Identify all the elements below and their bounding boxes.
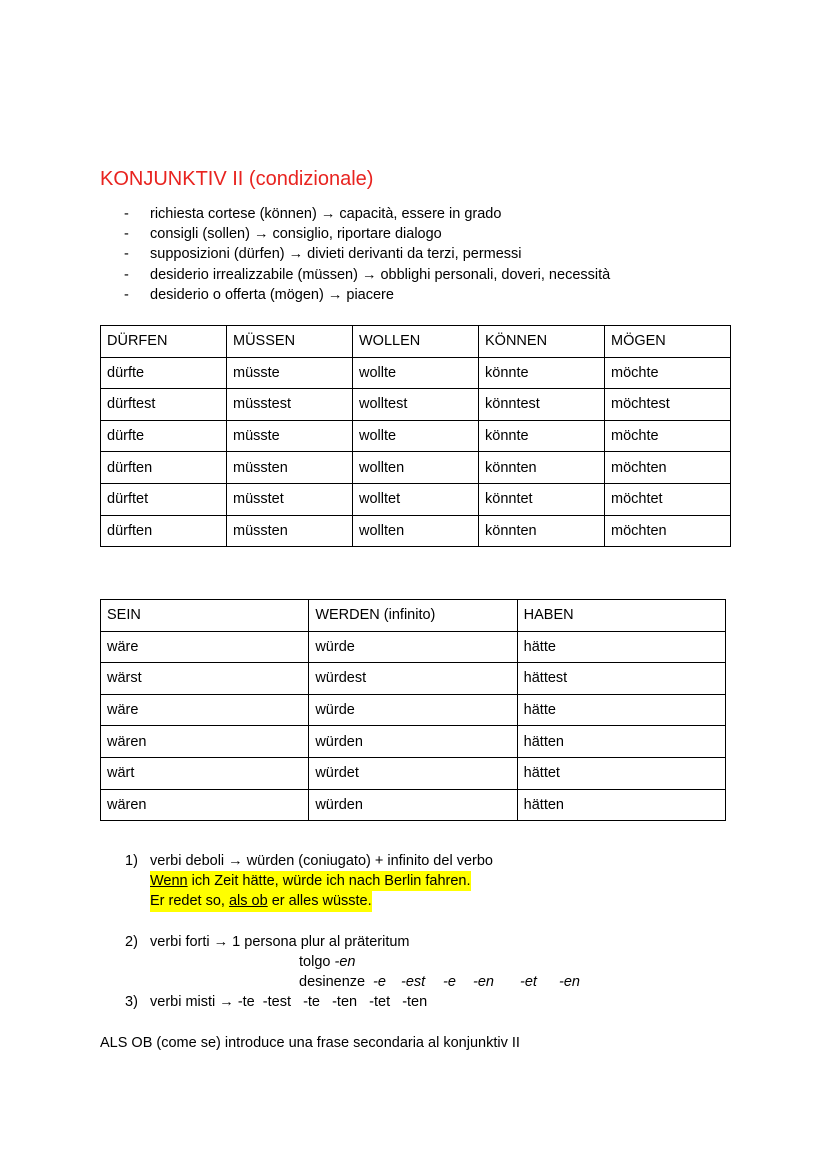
table-cell: möchte	[605, 357, 731, 389]
rule-2-tolgo	[100, 952, 740, 972]
table-row	[101, 694, 726, 726]
table-header-cell: HABEN	[517, 600, 725, 632]
table-cell: möchten	[605, 452, 731, 484]
auxiliary-verbs-table	[100, 599, 726, 821]
table-cell: wäre	[101, 631, 309, 663]
ending: -est	[401, 974, 426, 991]
highlighted-example	[150, 891, 372, 911]
table-cell: hättet	[517, 757, 725, 789]
table-cell: würdet	[309, 757, 517, 789]
table-cell: müsstet	[227, 483, 353, 515]
example-text: ich Zeit hätte, würde ich nach Berlin fahren.	[187, 873, 471, 890]
rules-list	[100, 851, 740, 1013]
table-cell: müssten	[227, 452, 353, 484]
table-cell: dürfte	[101, 357, 227, 389]
table-row	[101, 357, 731, 389]
tolgo-line	[299, 952, 355, 972]
table-cell: würdest	[309, 663, 517, 695]
table-cell: müsste	[227, 420, 353, 452]
rule-text: verbi misti → -te -test -te -ten -tet -ten	[150, 994, 428, 1011]
list-item	[100, 265, 610, 285]
bullet-text: richiesta cortese (können) → capacità, essere in grado	[150, 206, 502, 222]
tolgo-ending: -en	[334, 953, 356, 970]
bullet-dash: -	[124, 246, 129, 263]
tolgo-label: tolgo	[299, 953, 335, 970]
modal-verbs-table	[100, 325, 731, 547]
table-cell: wollten	[353, 452, 479, 484]
table-header-cell: WERDEN (infinito)	[309, 600, 517, 632]
rule-number: 3)	[125, 994, 138, 1011]
ending: -e	[373, 974, 386, 991]
rule-1	[100, 851, 740, 871]
table-cell: müsstest	[227, 389, 353, 421]
bullet-dash: -	[124, 226, 129, 243]
rule-text: verbi forti → 1 persona plur al präteritum	[150, 933, 410, 950]
table-header-cell: DÜRFEN	[101, 326, 227, 358]
table-cell: würden	[309, 726, 517, 758]
table-cell: hättest	[517, 663, 725, 695]
table-row	[101, 789, 726, 821]
rule-number: 1)	[125, 853, 138, 869]
table-cell: dürftet	[101, 483, 227, 515]
table-cell: könnten	[479, 452, 605, 484]
table-cell: möchten	[605, 515, 731, 547]
table-row	[101, 726, 726, 758]
table-cell: wollte	[353, 357, 479, 389]
list-item	[100, 285, 610, 305]
bullet-text: supposizioni (dürfen) → divieti derivanti da terzi, permessi	[150, 246, 522, 263]
ending: -en	[473, 974, 494, 991]
table-cell: dürften	[101, 452, 227, 484]
table-cell: würden	[309, 789, 517, 821]
table-cell: wären	[101, 726, 309, 758]
table-header-row	[101, 326, 731, 358]
table-header-cell: WOLLEN	[353, 326, 479, 358]
highlighted-example	[150, 871, 471, 891]
table-row	[101, 420, 731, 452]
table-header-cell: SEIN	[101, 600, 309, 632]
table-cell: dürftest	[101, 389, 227, 421]
table-cell: könntet	[479, 483, 605, 515]
example-1	[100, 871, 740, 891]
page-title: KONJUNKTIV II (condizionale)	[100, 168, 374, 190]
table-cell: könnten	[479, 515, 605, 547]
table-row	[101, 631, 726, 663]
table-cell: dürfte	[101, 420, 227, 452]
bullet-dash: -	[124, 286, 129, 303]
table-cell: wären	[101, 789, 309, 821]
bullet-text: desiderio irrealizzabile (müssen) → obblighi personali, doveri, necessità	[150, 266, 611, 283]
example-keyword-als-ob: als ob	[228, 893, 268, 910]
table-cell: möchtest	[605, 389, 731, 421]
table-header-cell: MÜSSEN	[227, 326, 353, 358]
table-cell: hätten	[517, 726, 725, 758]
table-row	[101, 389, 731, 421]
bullet-dash: -	[124, 266, 129, 283]
table-header-row	[101, 600, 726, 632]
final-note: ALS OB (come se) introduce una frase secondaria al konjunktiv II	[100, 1035, 520, 1051]
table-header-cell: KÖNNEN	[479, 326, 605, 358]
rule-2-desinenze	[100, 972, 740, 992]
ending: -en	[559, 974, 580, 991]
rule-number: 2)	[125, 933, 138, 950]
table-cell: müssten	[227, 515, 353, 547]
table-cell: müsste	[227, 357, 353, 389]
bullet-text: consigli (sollen) → consiglio, riportare dialogo	[150, 226, 442, 243]
table-cell: hätte	[517, 694, 725, 726]
example-text: Er redet so,	[150, 893, 229, 910]
bullet-text: desiderio o offerta (mögen) → piacere	[150, 286, 394, 303]
list-item	[100, 224, 610, 244]
example-text: er alles wüsste.	[267, 893, 372, 910]
example-2	[100, 891, 740, 911]
table-cell: wolltet	[353, 483, 479, 515]
table-cell: würde	[309, 694, 517, 726]
table-cell: hätte	[517, 631, 725, 663]
table-row	[101, 515, 731, 547]
example-keyword-wenn: Wenn	[150, 873, 188, 890]
desinenze-label: desinenze	[299, 974, 366, 991]
table-cell: wollten	[353, 515, 479, 547]
table-row	[101, 483, 731, 515]
ending: -e	[443, 974, 456, 991]
table-cell: möchtet	[605, 483, 731, 515]
table-cell: wolltest	[353, 389, 479, 421]
table-row	[101, 452, 731, 484]
usage-list	[100, 204, 610, 305]
table-cell: wollte	[353, 420, 479, 452]
table-cell: könnte	[479, 420, 605, 452]
table-cell: wärst	[101, 663, 309, 695]
table-cell: wäre	[101, 694, 309, 726]
table-cell: würde	[309, 631, 517, 663]
table-cell: hätten	[517, 789, 725, 821]
table-row	[101, 757, 726, 789]
table-cell: dürften	[101, 515, 227, 547]
table-cell: könntest	[479, 389, 605, 421]
table-cell: möchte	[605, 420, 731, 452]
table-cell: könnte	[479, 357, 605, 389]
table-cell: wärt	[101, 757, 309, 789]
rule-3	[100, 992, 740, 1012]
list-item	[100, 204, 610, 224]
table-row	[101, 663, 726, 695]
bullet-dash: -	[124, 206, 129, 222]
table-header-cell: MÖGEN	[605, 326, 731, 358]
rule-text: verbi deboli → würden (coniugato) + infinito del verbo	[150, 853, 493, 869]
ending: -et	[520, 974, 537, 991]
list-item	[100, 244, 610, 264]
rule-2	[100, 932, 740, 952]
